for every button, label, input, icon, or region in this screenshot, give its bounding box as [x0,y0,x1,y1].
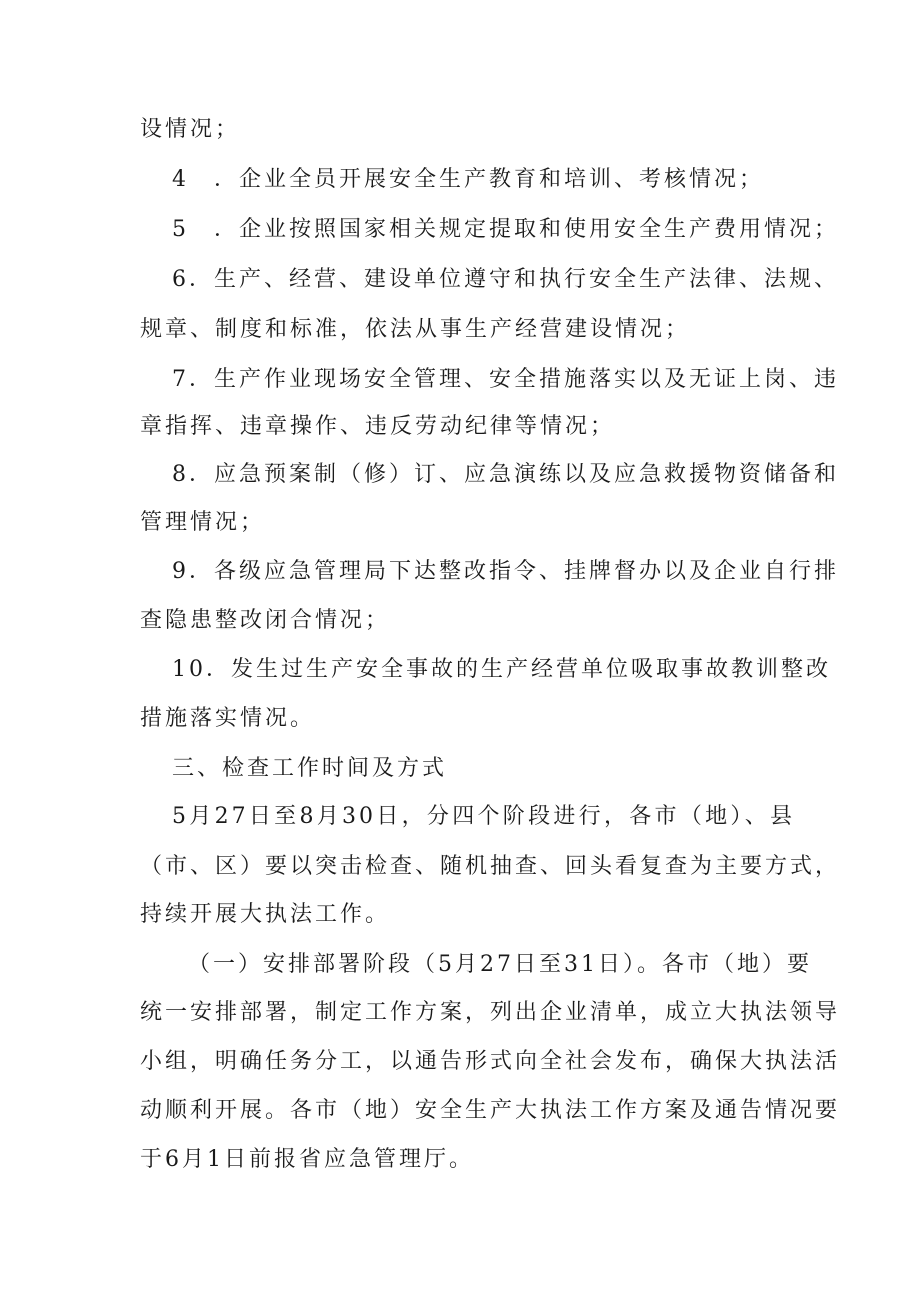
subsection-line: （一）安排部署阶段（5月27日至31日）。各市（地）要 [188,952,812,977]
text-line: 规章、制度和标准，依法从事生产经营建设情况； [140,317,691,342]
paragraph-line: （市、区）要以突击检查、随机抽查、回头看复查为主要方式， [140,854,841,879]
text-line: 设情况； [140,117,241,142]
text-line: 章指挥、违章操作、违反劳动纪律等情况； [140,414,616,439]
list-item-7: 7．生产作业现场安全管理、安全措施落实以及无证上岗、违 [172,367,839,392]
paragraph-line: 持续开展大执法工作。 [140,902,391,927]
text-line: 查隐患整改闭合情况； [140,608,391,633]
list-item-6: 6．生产、经营、建设单位遵守和执行安全生产法律、法规、 [172,267,839,292]
text-line: 管理情况； [140,510,266,535]
section-heading: 三、检查工作时间及方式 [172,756,448,781]
list-item-10: 10．发生过生产安全事故的生产经营单位吸取事故教训整改 [172,657,831,682]
paragraph-line: 统一安排部署，制定工作方案，列出企业清单，成立大执法领导 [140,1000,841,1025]
list-item-4: 4 ．企业全员开展安全生产教育和培训、考核情况； [172,167,764,192]
paragraph-line: 于6月1日前报省应急管理厅。 [140,1147,474,1172]
paragraph-line: 5月27日至8月30日，分四个阶段进行，各市（地）、县 [172,804,795,829]
paragraph-line: 小组，明确任务分工，以通告形式向全社会发布，确保大执法活 [140,1049,841,1074]
list-item-8: 8．应急预案制（修）订、应急演练以及应急救援物资储备和 [172,462,839,487]
list-item-9: 9．各级应急管理局下达整改指令、挂牌督办以及企业自行排 [172,559,839,584]
paragraph-line: 动顺利开展。各市（地）安全生产大执法工作方案及通告情况要 [140,1098,841,1123]
list-item-5: 5 ．企业按照国家相关规定提取和使用安全生产费用情况； [172,217,839,242]
text-line: 措施落实情况。 [140,706,316,731]
